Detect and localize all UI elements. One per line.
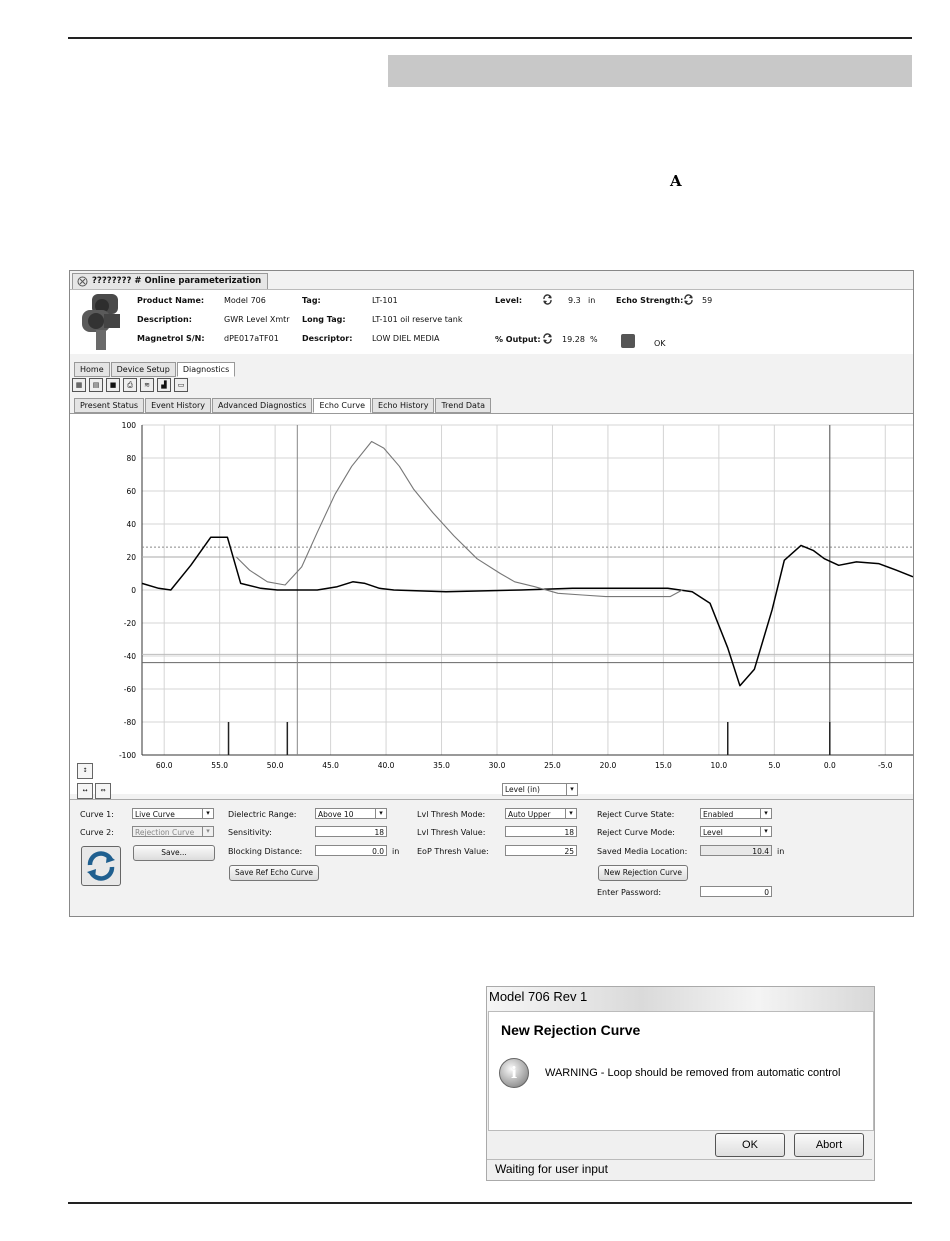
x-tick-label: -5.0 <box>877 761 893 770</box>
chevron-down-icon: ▾ <box>566 784 577 795</box>
curve2-select-value: Rejection Curve <box>135 828 195 837</box>
x-axis-select[interactable] <box>502 783 578 796</box>
echo-curve-plot-area <box>70 413 913 794</box>
saved-media-location-value: 10.4 <box>700 845 772 856</box>
save-icon[interactable]: ■ <box>106 378 120 392</box>
echo-settings-panel <box>70 799 913 917</box>
output-unit: % <box>590 335 598 344</box>
y-tick-label: 80 <box>126 454 136 463</box>
save-ref-echo-curve-button[interactable]: Save Ref Echo Curve <box>229 865 319 881</box>
abort-button[interactable]: Abort <box>794 1133 864 1157</box>
status-indicator <box>621 334 635 348</box>
bottom-rule <box>68 1202 912 1204</box>
top-rule <box>68 37 912 39</box>
eop-thresh-value-label: EoP Thresh Value: <box>417 847 489 856</box>
zoom-vertical-button[interactable]: ↕ <box>77 763 93 779</box>
x-tick-label: 40.0 <box>377 761 395 770</box>
y-tick-label: -40 <box>123 652 136 661</box>
toolbar <box>72 377 188 393</box>
echo-strength-value: 59 <box>702 296 713 305</box>
chevron-down-icon: ▾ <box>760 827 771 836</box>
parameterization-window <box>69 270 914 917</box>
output-refresh-icon[interactable] <box>542 333 553 344</box>
x-tick-label: 25.0 <box>544 761 561 770</box>
figure-letter: A <box>670 172 682 190</box>
sub-tab-bar <box>74 398 491 412</box>
status-text: OK <box>654 339 666 348</box>
window-title: ???????? # Online parameterization <box>92 276 262 286</box>
new-rejection-curve-dialog <box>486 986 875 1181</box>
level-value: 9.3 <box>568 296 581 305</box>
lvl-thresh-mode-select[interactable] <box>505 808 577 819</box>
y-tick-label: 100 <box>121 421 136 430</box>
new-rejection-curve-button[interactable]: New Rejection Curve <box>598 865 688 881</box>
level-label: Level: <box>495 296 523 305</box>
print-icon[interactable]: ⎙ <box>123 378 137 392</box>
refresh-icon <box>82 847 120 885</box>
tab-home[interactable]: Home <box>74 362 110 377</box>
tab-echo-curve[interactable]: Echo Curve <box>313 398 371 413</box>
device-header <box>70 289 913 354</box>
sensitivity-label: Sensitivity: <box>228 828 272 837</box>
panel-icon[interactable]: ▤ <box>89 378 103 392</box>
dielectric-select-value: Above 10 <box>318 810 354 819</box>
tab-advanced-diagnostics[interactable]: Advanced Diagnostics <box>212 398 312 413</box>
serial-label: Magnetrol S/N: <box>137 334 205 343</box>
info-icon: i <box>499 1058 529 1088</box>
curve2-label: Curve 2: <box>80 828 114 837</box>
rejection-curve-line <box>236 442 682 597</box>
x-tick-label: 35.0 <box>433 761 450 770</box>
dialog-heading: New Rejection Curve <box>501 1022 641 1038</box>
tab-diagnostics[interactable]: Diagnostics <box>177 362 235 377</box>
dialog-status-bar: Waiting for user input <box>487 1159 872 1178</box>
product-name-label: Product Name: <box>137 296 205 305</box>
x-tick-label: 60.0 <box>155 761 173 770</box>
description-value: GWR Level Xmtr <box>224 315 290 324</box>
y-tick-label: -20 <box>123 619 136 628</box>
chevron-down-icon: ▾ <box>760 809 771 818</box>
y-tick-label: 20 <box>126 553 136 562</box>
x-axis-select-value: Level (in) <box>505 785 540 794</box>
echo-refresh-icon[interactable] <box>683 294 694 305</box>
y-tick-label: -60 <box>123 685 136 694</box>
dialog-body <box>488 1011 874 1131</box>
reject-curve-mode-select[interactable] <box>700 826 772 837</box>
output-label: % Output: <box>495 335 541 344</box>
blocking-distance-label: Blocking Distance: <box>228 847 303 856</box>
curve2-select[interactable] <box>132 826 214 837</box>
saved-media-location-label: Saved Media Location: <box>597 847 688 856</box>
live-curve-line <box>142 537 913 686</box>
ok-button[interactable]: OK <box>715 1133 785 1157</box>
tank-icon[interactable]: ≋ <box>140 378 154 392</box>
curve1-select[interactable] <box>132 808 214 819</box>
dialog-title: Model 706 Rev 1 <box>487 987 874 1011</box>
window-tab[interactable] <box>72 273 268 290</box>
zoom-reset-button[interactable]: ⇔ <box>95 783 111 799</box>
eop-thresh-value-input[interactable]: 25 <box>505 845 577 856</box>
x-tick-label: 15.0 <box>655 761 672 770</box>
lvl-thresh-mode-label: Lvl Thresh Mode: <box>417 810 486 819</box>
lvl-thresh-mode-select-value: Auto Upper <box>508 810 551 819</box>
blocking-distance-input[interactable]: 0.0 <box>315 845 387 856</box>
layout-icon[interactable]: ▦ <box>72 378 86 392</box>
x-tick-label: 30.0 <box>488 761 506 770</box>
descriptor-label: Descriptor: <box>302 334 353 343</box>
saved-media-location-unit: in <box>777 847 785 856</box>
dielectric-label: Dielectric Range: <box>228 810 297 819</box>
product-name-value: Model 706 <box>224 296 266 305</box>
tag-value: LT-101 <box>372 296 398 305</box>
dialog-message: WARNING - Loop should be removed from automatic control <box>545 1067 841 1079</box>
tab-event-history[interactable]: Event History <box>145 398 211 413</box>
descriptor-value: LOW DIEL MEDIA <box>372 334 440 343</box>
echo-strength-label: Echo Strength: <box>616 296 684 305</box>
x-tick-label: 45.0 <box>322 761 339 770</box>
save-curve-button[interactable]: Save... <box>133 845 215 861</box>
x-tick-label: 0.0 <box>823 761 836 770</box>
reject-curve-mode-select-value: Level <box>703 828 723 837</box>
y-tick-label: -80 <box>123 718 136 727</box>
chevron-down-icon: ▾ <box>375 809 386 818</box>
tab-trend-data[interactable]: Trend Data <box>435 398 491 413</box>
tab-device-setup[interactable]: Device Setup <box>111 362 176 377</box>
chevron-down-icon: ▾ <box>202 809 213 818</box>
chevron-down-icon: ▾ <box>565 809 576 818</box>
long-tag-label: Long Tag: <box>302 315 346 324</box>
x-tick-label: 20.0 <box>599 761 617 770</box>
chart-icon[interactable]: ▟ <box>157 378 171 392</box>
dielectric-select[interactable] <box>315 808 387 819</box>
blocking-distance-unit: in <box>392 847 400 856</box>
reject-curve-state-select-value: Enabled <box>703 810 734 819</box>
level-refresh-icon[interactable] <box>542 294 553 305</box>
tag-label: Tag: <box>302 296 321 305</box>
section-header-bar <box>388 55 912 87</box>
reject-curve-state-select[interactable] <box>700 808 772 819</box>
main-tab-bar <box>74 362 235 376</box>
description-label: Description: <box>137 315 192 324</box>
tab-echo-history[interactable]: Echo History <box>372 398 434 413</box>
output-value: 19.28 <box>562 335 585 344</box>
y-tick-label: 60 <box>126 487 136 496</box>
y-tick-label: 40 <box>126 520 136 529</box>
y-tick-label: 0 <box>131 586 136 595</box>
window-icon[interactable]: ▭ <box>174 378 188 392</box>
long-tag-value: LT-101 oil reserve tank <box>372 315 463 324</box>
chevron-down-icon: ▾ <box>202 827 213 836</box>
device-app-icon <box>77 276 88 287</box>
lvl-thresh-value-label: Lvl Thresh Value: <box>417 828 486 837</box>
x-tick-label: 50.0 <box>266 761 284 770</box>
x-tick-label: 55.0 <box>211 761 229 770</box>
sensitivity-input[interactable]: 18 <box>315 826 387 837</box>
x-tick-label: 5.0 <box>768 761 781 770</box>
reject-curve-mode-label: Reject Curve Mode: <box>597 828 675 837</box>
enter-password-label: Enter Password: <box>597 888 662 897</box>
curve1-select-value: Live Curve <box>135 810 175 819</box>
lvl-thresh-value-input[interactable]: 18 <box>505 826 577 837</box>
echo-curve-chart[interactable] <box>70 414 913 774</box>
x-tick-label: 10.0 <box>710 761 728 770</box>
level-unit: in <box>588 296 596 305</box>
curve1-label: Curve 1: <box>80 810 114 819</box>
tab-present-status[interactable]: Present Status <box>74 398 144 413</box>
reject-curve-state-label: Reject Curve State: <box>597 810 675 819</box>
serial-value: dPE017aTF01 <box>224 334 279 343</box>
refresh-curve-button[interactable] <box>81 846 121 886</box>
y-tick-label: -100 <box>118 751 136 760</box>
transmitter-image-icon <box>74 292 132 352</box>
password-input[interactable]: 0 <box>700 886 772 897</box>
zoom-horizontal-button[interactable]: ↔ <box>77 783 93 799</box>
